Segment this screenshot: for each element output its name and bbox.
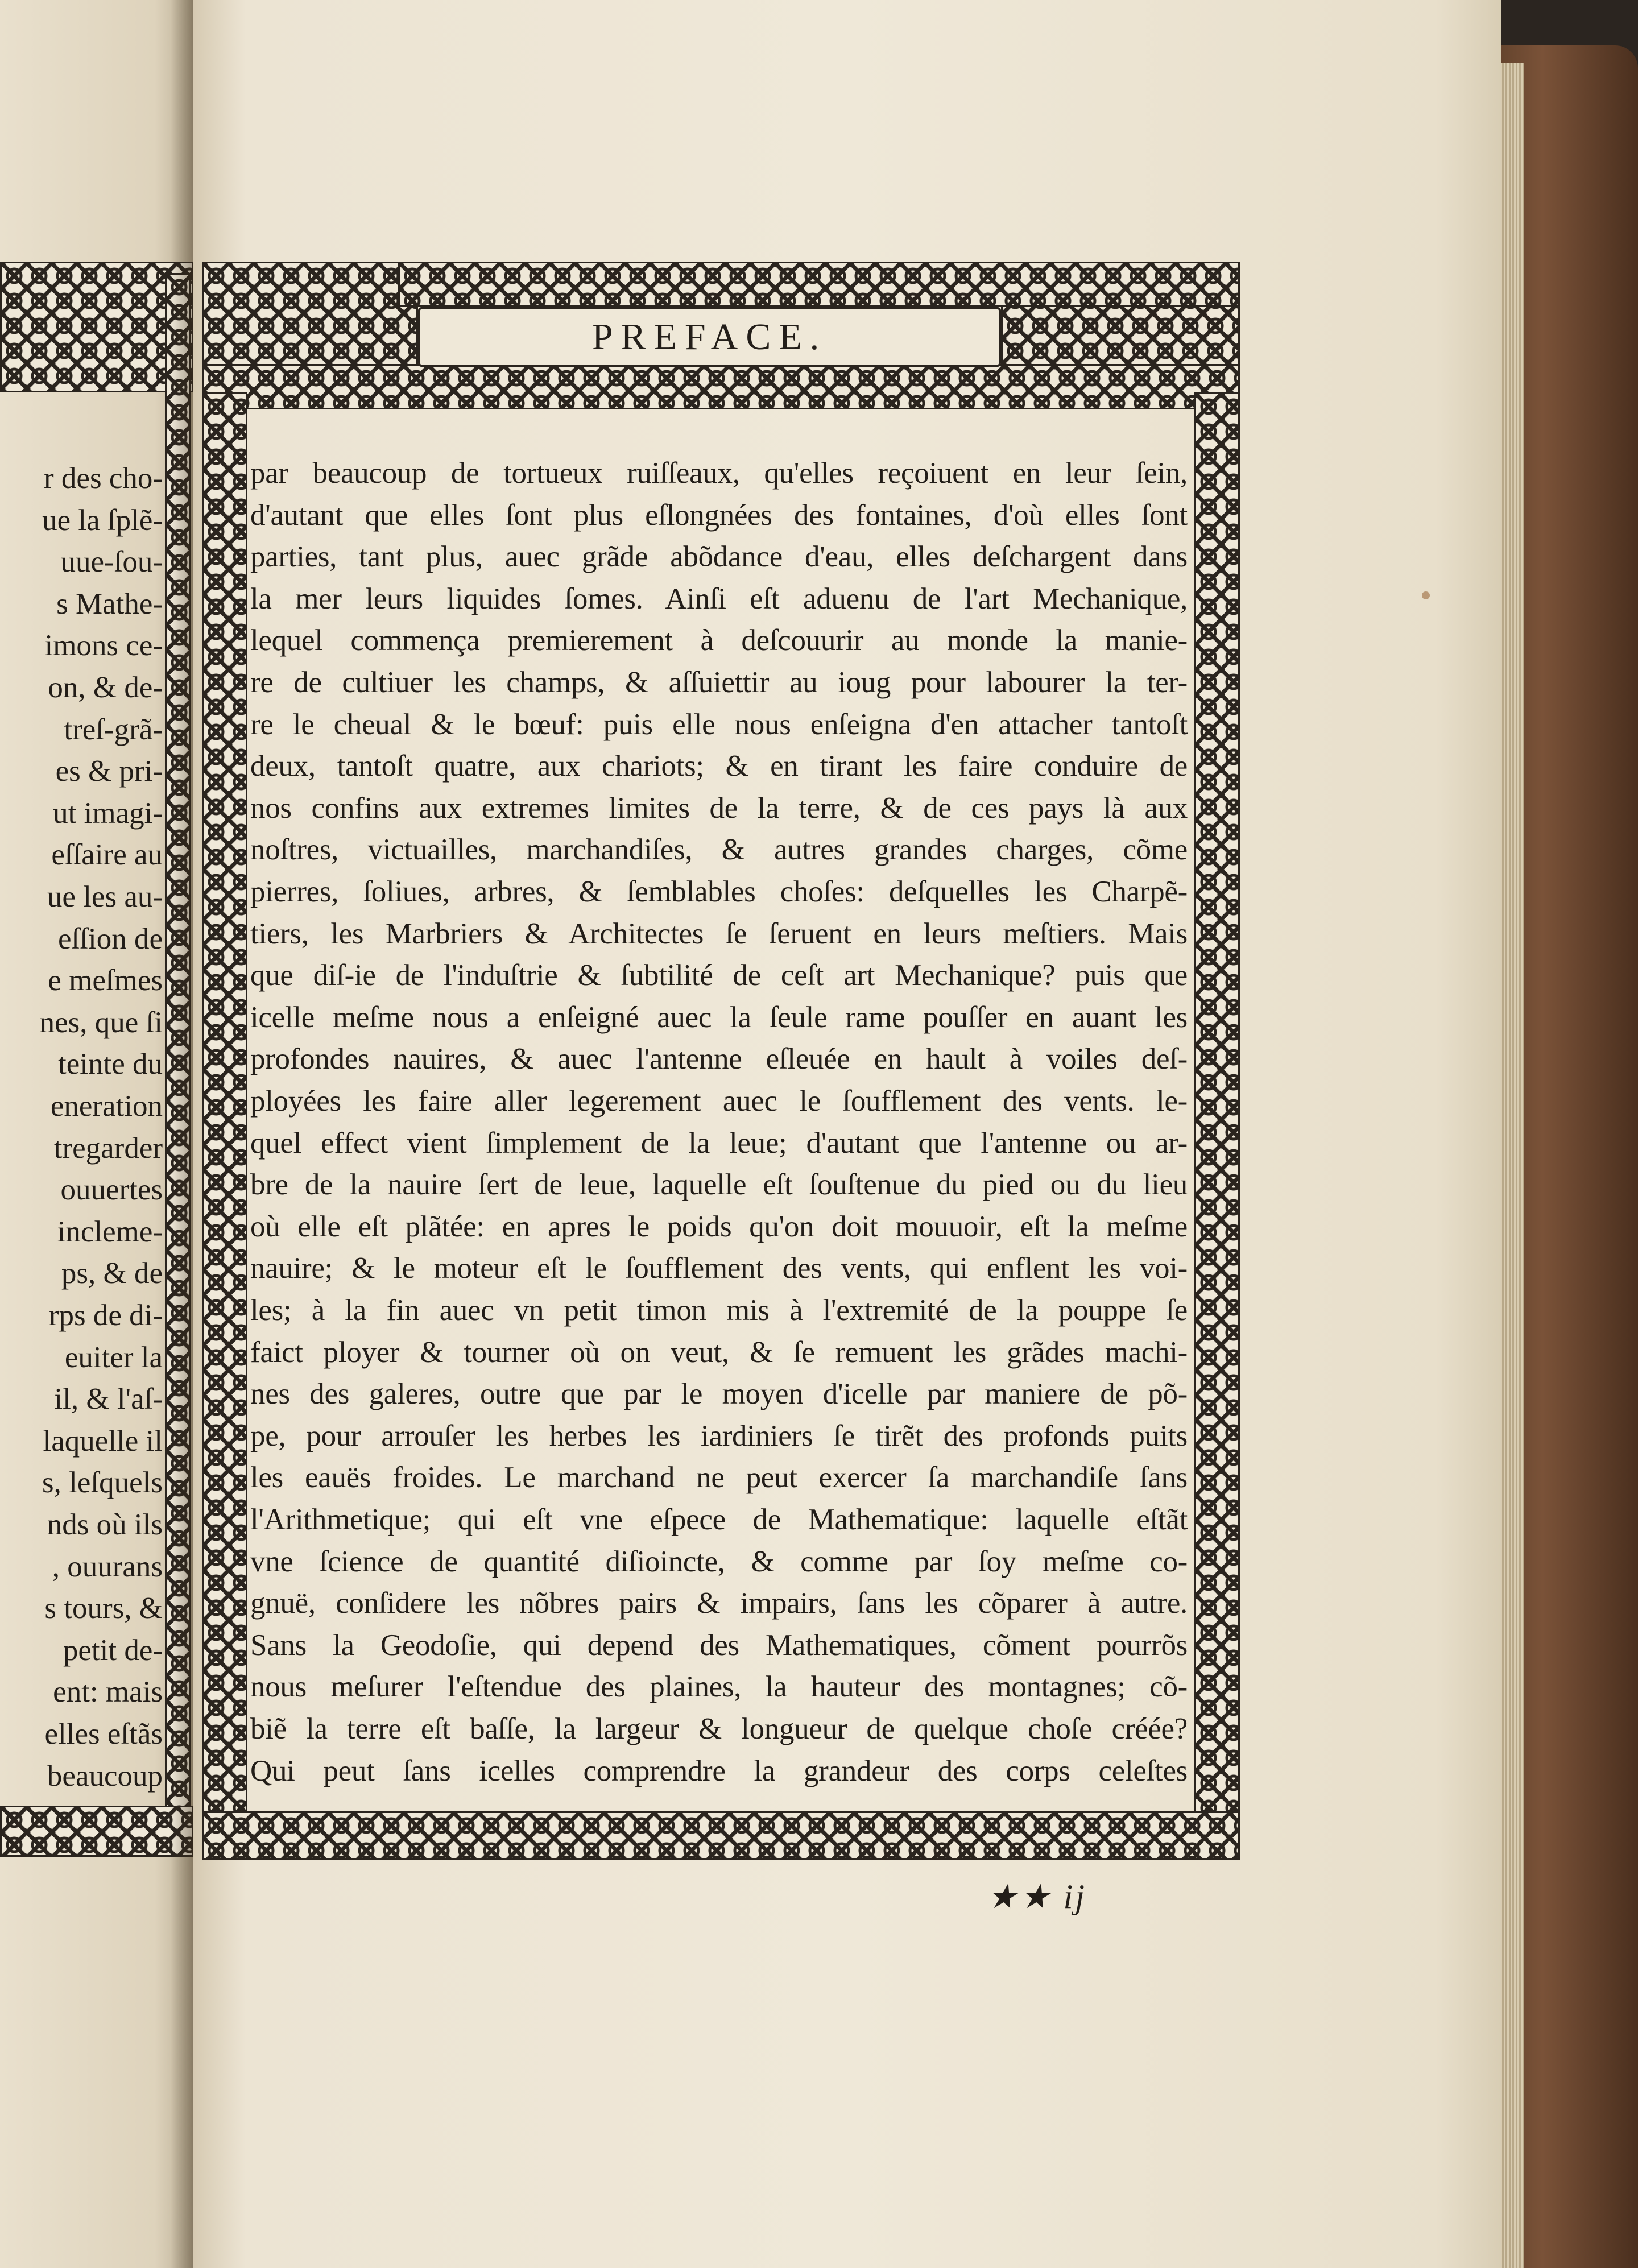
left-page-ornament-top xyxy=(0,262,193,392)
left-page-line: nes, que ſi xyxy=(39,1005,163,1039)
left-page-line: imons ce- xyxy=(44,629,163,663)
left-page-line: elles eſtãs xyxy=(44,1717,163,1750)
left-page-line: nds où ils xyxy=(47,1508,163,1541)
left-page-line: il, & l'aſ- xyxy=(54,1383,163,1416)
text-line: les; à la fin auec vn petit timon mis à l'extremité de la pouppe ſe xyxy=(250,1294,1188,1327)
text-line: la mer leurs liquides ſomes. Ainſi eſt aduenu de l'art Mechanique, xyxy=(250,582,1188,615)
text-line: faict ployer & tourner où on veut, & ſe remuent les grãdes machi- xyxy=(250,1335,1188,1369)
text-line: tiers, les Marbriers & Architectes ſe ſeruent en leurs meſtiers. Mais xyxy=(250,917,1188,950)
left-page-line: s Mathe- xyxy=(56,587,163,620)
left-page-line: uue-ſou- xyxy=(60,545,163,579)
left-page-line: e meſmes xyxy=(48,964,163,998)
main-text-block xyxy=(250,453,1188,1801)
text-line: nous meſurer l'eſtendue des plaines, la hauteur des montagnes; cõ- xyxy=(250,1670,1188,1704)
left-page-line: ue les au- xyxy=(47,880,163,913)
left-page-line: euiter la xyxy=(64,1340,163,1374)
text-line: Qui peut ſans icelles comprendre la grandeur des corps celeſtes xyxy=(250,1754,1188,1787)
text-line: Sans la Geodoſie, qui depend des Mathematiques, cõment pourrõs xyxy=(250,1628,1188,1662)
text-line: bre de la nauire ſert de leue, laquelle eſt ſouſtenue du pied ou du lieu xyxy=(250,1168,1188,1202)
page-header: PREFACE. xyxy=(592,316,828,358)
text-line: nos confins aux extremes limites de la terre, & de ces pays là aux xyxy=(250,791,1188,825)
left-page-line: rps de di- xyxy=(48,1299,163,1332)
frame-ornament-bottom xyxy=(202,1811,1240,1860)
text-line: lequel commença premierement à deſcouurir au monde la manie- xyxy=(250,624,1188,657)
text-line: noſtres, victuailles, marchandiſes, & autres grandes charges, cõme xyxy=(250,833,1188,867)
left-page-line: r des cho- xyxy=(44,462,163,495)
text-line: icelle meſme nous a enſeigné auec la ſeule rame pouſſer en auant les xyxy=(250,1000,1188,1034)
left-page-line: laquelle il xyxy=(43,1424,163,1458)
left-page-line: , ouurans xyxy=(52,1550,163,1583)
left-page-line: es & pri- xyxy=(55,755,163,788)
text-line: parties, tant plus, auec grãde abõdance d'eau, elles deſchargent dans xyxy=(250,540,1188,574)
left-page-line: ps, & de xyxy=(61,1257,163,1290)
left-page-line: s tours, & xyxy=(44,1592,163,1625)
left-page-line: s, leſquels xyxy=(42,1466,163,1500)
text-line: quel effect vient ſimplement de la leue; d'autant que l'antenne ou ar- xyxy=(250,1126,1188,1160)
text-line: nauire; & le moteur eſt le ſoufflement des vents, qui enflent les voi- xyxy=(250,1252,1188,1285)
signature-mark: ★★ ij xyxy=(987,1878,1087,1915)
left-page-line: ent: mais xyxy=(53,1675,163,1709)
text-line: que diſ-ie de l'induſtrie & ſubtilité de ceſt art Mechanique? puis que xyxy=(250,959,1188,992)
left-page-line: ue la ſplẽ- xyxy=(42,503,163,537)
left-page-line: beaucoup xyxy=(47,1759,163,1793)
frame-ornament-under-title xyxy=(202,364,1240,409)
text-line: biẽ la terre eſt baſſe, la largeur & longueur de quelque choſe créée? xyxy=(250,1712,1188,1745)
text-line: pe, pour arrouſer les herbes les iardiniers ſe tirẽt des profonds puits xyxy=(250,1419,1188,1452)
text-line: par beaucoup de tortueux ruiſſeaux, qu'elles reçoiuent en leur ſein, xyxy=(250,457,1188,490)
text-line: les eauës froides. Le marchand ne peut exercer ſa marchandiſe ſans xyxy=(250,1461,1188,1495)
text-line: deux, tantoſt quatre, aux chariots; & en tirant les faire conduire de xyxy=(250,750,1188,783)
text-line: re le cheual & le bœuf: puis elle nous enſeigna d'en attacher tantoſt xyxy=(250,707,1188,741)
text-line: vne ſcience de quantité diſioincte, & comme par ſoy meſme co- xyxy=(250,1545,1188,1578)
frame-ornament-left xyxy=(202,392,247,1860)
left-page-line: eſſaire au xyxy=(51,838,163,872)
text-line: gnuë, conſidere les nõbres pairs & impairs, ſans les cõparer à autre. xyxy=(250,1587,1188,1620)
frame-ornament-right xyxy=(1194,392,1240,1860)
left-page-line: tregarder xyxy=(53,1131,163,1165)
left-page-line: on, & de- xyxy=(48,671,163,704)
text-line: nes des galeres, outre que par le moyen d'icelle par maniere de põ- xyxy=(250,1377,1188,1411)
left-page-line: ouuertes xyxy=(60,1173,163,1207)
header-panel xyxy=(418,307,1001,367)
text-line: re de cultiuer les champs, & aſſuiettir au ioug pour labourer la ter- xyxy=(250,666,1188,699)
text-line: pierres, ſoliues, arbres, & ſemblables choſes: deſquelles les Charpẽ- xyxy=(250,875,1188,908)
left-page-text xyxy=(0,458,166,1811)
left-page-ornament-bottom xyxy=(0,1806,193,1857)
left-page-line: petit de- xyxy=(63,1633,163,1667)
left-page xyxy=(0,0,193,2268)
left-page-line: eneration xyxy=(50,1090,163,1123)
text-line: l'Arithmetique; qui eſt vne eſpece de Mathematique: laquelle eſtãt xyxy=(250,1503,1188,1536)
text-line: profondes nauires, & auec l'antenne eſleuée en hault à voiles deſ- xyxy=(250,1042,1188,1076)
left-page-line: teinte du xyxy=(58,1048,163,1081)
text-line: ployées les faire aller legerement auec le ſoufflement des vents. le- xyxy=(250,1085,1188,1118)
left-page-line: eſſion de xyxy=(58,922,163,955)
left-page-line: ut imagi- xyxy=(53,796,163,830)
paper-stain xyxy=(1422,591,1430,599)
left-page-line: treſ-grã- xyxy=(64,713,163,746)
text-line: où elle eſt plãtée: en apres le poids qu'on doit mouuoir, eſt la meſme xyxy=(250,1210,1188,1243)
text-line: d'autant que elles ſont plus eſlongnées des fontaines, d'où elles ſont xyxy=(250,498,1188,532)
left-page-line: incleme- xyxy=(57,1215,163,1248)
frame-ornament-top xyxy=(398,262,1240,307)
